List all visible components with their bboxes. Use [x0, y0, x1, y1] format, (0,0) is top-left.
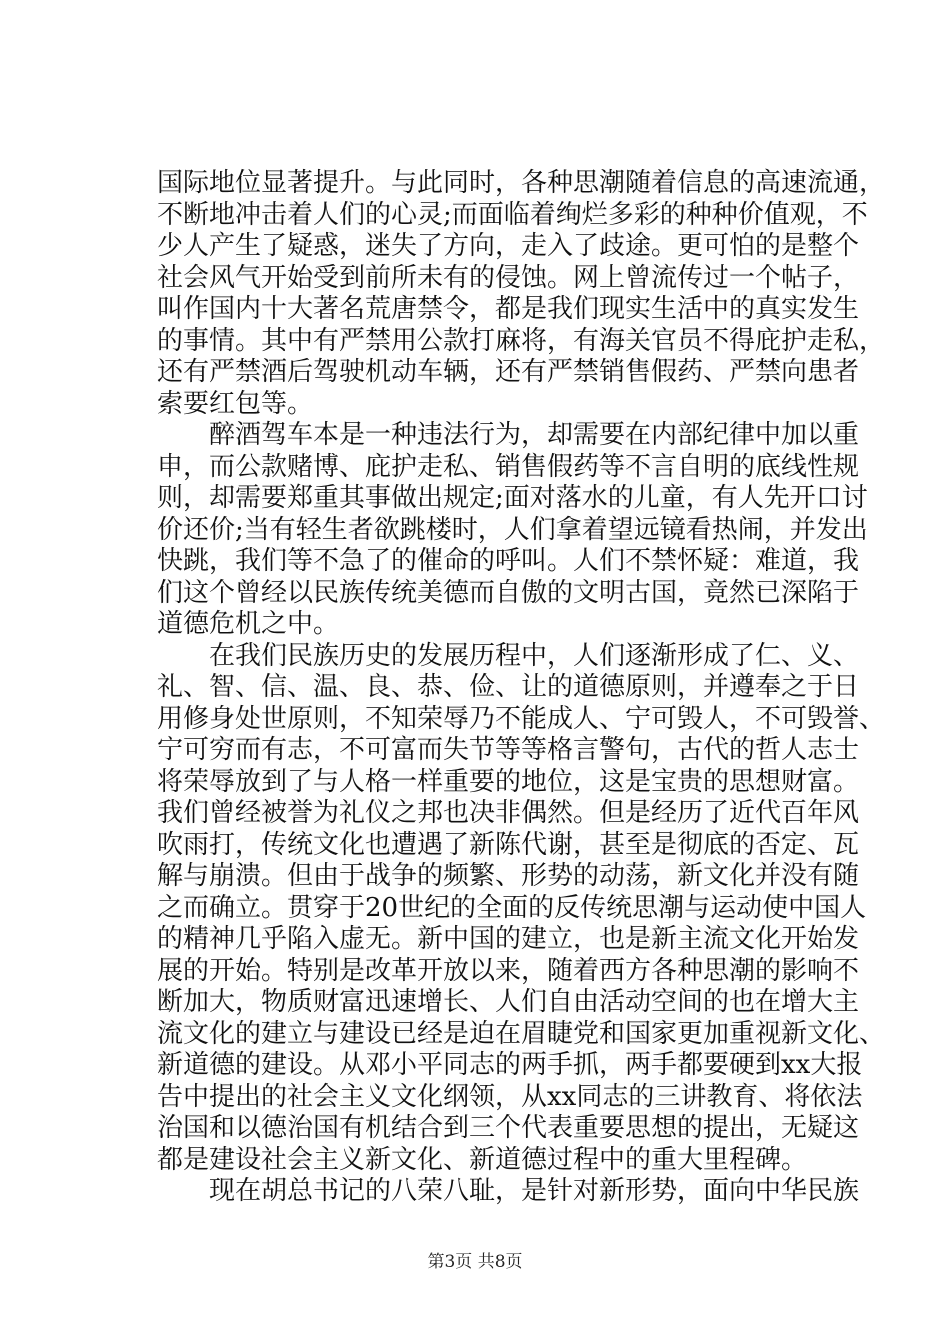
- text-line: 吹雨打，传统文化也遭遇了新陈代谢，甚至是彻底的否定、瓦: [157, 829, 860, 860]
- text-line: 不断地冲击着人们的心灵;而面临着绚烂多彩的种种价值观，不: [157, 199, 868, 230]
- text-line: 则，却需要郑重其事做出规定;面对落水的儿童，有人先开口讨: [157, 483, 868, 513]
- text-line: 现在胡总书记的八荣八耻，是针对新形势，面向中华民族: [157, 1176, 860, 1206]
- text-line: 申，而公款赌博、庇护走私、销售假药等不言自明的底线性规: [157, 451, 860, 482]
- text-line: 价还价;当有轻生者欲跳楼时，人们拿着望远镜看热闹，并发出: [157, 514, 868, 545]
- text-line: 少人产生了疑惑，迷失了方向，走入了歧途。更可怕的是整个: [157, 231, 860, 261]
- text-line: 都是建设社会主义新文化、新道德过程中的重大里程碑。: [157, 1144, 808, 1175]
- text-line: 之而确立。贯穿于20世纪的全面的反传统思潮与运动使中国人: [157, 892, 867, 923]
- text-line: 告中提出的社会主义文化纲领，从xx同志的三讲教育、将依法: [157, 1081, 863, 1112]
- text-line: 醉酒驾车本是一种违法行为，却需要在内部纪律中加以重: [157, 420, 860, 450]
- text-line: 断加大，物质财富迅速增长、人们自由活动空间的也在增大主: [157, 987, 860, 1017]
- text-line: 社会风气开始受到前所未有的侵蚀。网上曾流传过一个帖子，: [157, 262, 860, 293]
- text-line: 展的开始。特别是改革开放以来，随着西方各种思潮的影响不: [157, 955, 860, 986]
- text-line: 将荣辱放到了与人格一样重要的地位，这是宝贵的思想财富。: [157, 766, 860, 797]
- text-line: 在我们民族历史的发展历程中，人们逐渐形成了仁、义、: [157, 640, 860, 671]
- text-line: 用修身处世原则，不知荣辱乃不能成人、宁可毁人，不可毁誉、: [157, 703, 886, 734]
- text-line: 们这个曾经以民族传统美德而自傲的文明古国，竟然已深陷于: [157, 577, 860, 608]
- text-line: 叫作国内十大著名荒唐禁令，都是我们现实生活中的真实发生: [157, 294, 860, 324]
- text-line: 礼、智、信、温、良、恭、俭、让的道德原则，并遵奉之于日: [157, 672, 860, 702]
- text-line: 解与崩溃。但由于战争的频繁、形势的动荡，新文化并没有随: [157, 861, 860, 891]
- text-line: 新道德的建设。从邓小平同志的两手抓，两手都要硬到xx大报: [157, 1050, 863, 1080]
- text-line: 流文化的建立与建设已经是迫在眉睫党和国家更加重视新文化、: [157, 1018, 886, 1049]
- text-line: 治国和以德治国有机结合到三个代表重要思想的提出，无疑这: [157, 1113, 860, 1143]
- text-line: 的精神几乎陷入虚无。新中国的建立，也是新主流文化开始发: [157, 924, 860, 954]
- text-line: 我们曾经被誉为礼仪之邦也决非偶然。但是经历了近代百年风: [157, 798, 860, 828]
- text-line: 宁可穷而有志，不可富而失节等等格言警句，古代的哲人志士: [157, 735, 860, 765]
- body-text: [157, 168, 886, 1208]
- text-line: 道德危机之中。: [157, 609, 340, 639]
- page-number-footer: 第3页 共8页: [427, 1252, 523, 1272]
- text-line: 的事情。其中有严禁用公款打麻将，有海关官员不得庇护走私，: [157, 325, 886, 356]
- text-line: 国际地位显著提升。与此同时，各种思潮随着信息的高速流通，: [157, 168, 886, 198]
- text-line: 索要红包等。: [157, 388, 314, 419]
- text-line: 快跳，我们等不急了的催命的呼叫。人们不禁怀疑：难道，我: [157, 546, 860, 576]
- text-line: 还有严禁酒后驾驶机动车辆，还有严禁销售假药、严禁向患者: [157, 357, 860, 387]
